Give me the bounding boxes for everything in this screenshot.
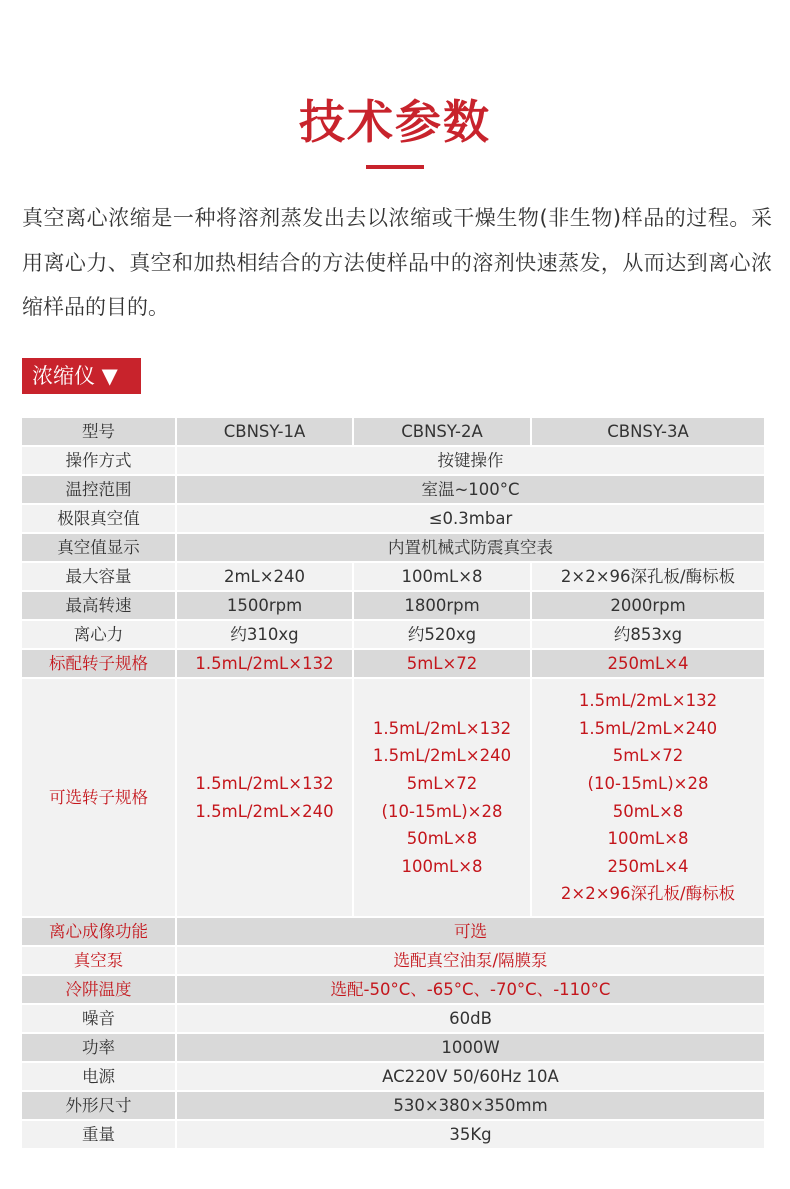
row-value: 1500rpm <box>177 592 352 619</box>
row-value: 5mL×72 <box>354 650 530 677</box>
table-row <box>22 476 764 503</box>
page-title: 技术参数 <box>299 95 491 149</box>
row-value: 60dB <box>177 1005 764 1032</box>
list-item: 1.5mL/2mL×132 <box>372 718 512 738</box>
list-item: 5mL×72 <box>406 773 478 793</box>
table-row <box>22 505 764 532</box>
row-value: 1.5mL/2mL×132 <box>177 650 352 677</box>
table-row <box>22 563 764 590</box>
row-value: 100mL×8 <box>354 563 530 590</box>
list-item: 50mL×8 <box>406 829 478 849</box>
row-value: 室温~100°C <box>177 476 764 503</box>
row-label: 可选转子规格 <box>22 679 175 916</box>
row-value: 按键操作 <box>177 447 764 474</box>
row-value-list <box>532 679 764 916</box>
list-item: 2×2×96深孔板/酶标板 <box>560 884 736 904</box>
section-tag-concentrator: 浓缩仪 ▼ <box>22 358 141 394</box>
row-value: 1800rpm <box>354 592 530 619</box>
row-label: 真空值显示 <box>22 534 175 561</box>
list-item: 1.5mL/2mL×240 <box>578 718 718 738</box>
model-3a: CBNSY-3A <box>532 418 764 445</box>
row-value: 35Kg <box>177 1121 764 1148</box>
row-label: 电源 <box>22 1063 175 1090</box>
row-value-list <box>354 679 530 916</box>
list-item: 100mL×8 <box>401 856 483 876</box>
table-row <box>22 592 764 619</box>
row-value: 约520xg <box>354 621 530 648</box>
table-header-row <box>22 418 764 445</box>
table-row <box>22 1121 764 1148</box>
list-item: 1.5mL/2mL×240 <box>195 801 334 821</box>
row-value: 选配-50°C、-65°C、-70°C、-110°C <box>177 976 764 1003</box>
row-value: 2000rpm <box>532 592 764 619</box>
row-label: 离心力 <box>22 621 175 648</box>
table-row <box>22 1034 764 1061</box>
row-value: 2×2×96深孔板/酶标板 <box>532 563 764 590</box>
header-label: 型号 <box>22 418 175 445</box>
row-label: 外形尺寸 <box>22 1092 175 1119</box>
title-underline-divider <box>366 165 424 169</box>
model-2a: CBNSY-2A <box>354 418 530 445</box>
table-row <box>22 1092 764 1119</box>
row-value: 250mL×4 <box>532 650 764 677</box>
table-row-highlight <box>22 650 764 677</box>
row-value: ≤0.3mbar <box>177 505 764 532</box>
list-item: 1.5mL/2mL×240 <box>372 746 512 766</box>
list-item: (10-15mL)×28 <box>587 773 709 793</box>
table-row-highlight <box>22 679 764 916</box>
spec-table <box>20 416 766 1150</box>
row-value-list <box>177 679 352 916</box>
table-row-highlight <box>22 947 764 974</box>
table-row-highlight <box>22 918 764 945</box>
table-row <box>22 621 764 648</box>
row-value: 2mL×240 <box>177 563 352 590</box>
table-row <box>22 1063 764 1090</box>
row-value: 1000W <box>177 1034 764 1061</box>
row-value: 可选 <box>177 918 764 945</box>
list-item: 5mL×72 <box>612 746 684 766</box>
intro-paragraph: 真空离心浓缩是一种将溶剂蒸发出去以浓缩或干燥生物(非生物)样品的过程。采用离心力、真空和加热相结合的方法使样品中的溶剂快速蒸发，从而达到离心浓缩样品的目的。 <box>22 206 772 319</box>
table-row <box>22 447 764 474</box>
row-value: 内置机械式防震真空表 <box>177 534 764 561</box>
row-label: 极限真空值 <box>22 505 175 532</box>
row-label: 离心成像功能 <box>22 918 175 945</box>
list-item: 100mL×8 <box>607 829 689 849</box>
row-label: 最大容量 <box>22 563 175 590</box>
row-label: 噪音 <box>22 1005 175 1032</box>
list-item: 50mL×8 <box>612 801 684 821</box>
list-item: 250mL×4 <box>607 856 689 876</box>
table-row <box>22 534 764 561</box>
list-item: 1.5mL/2mL×132 <box>578 691 718 711</box>
model-1a: CBNSY-1A <box>177 418 352 445</box>
row-value: 约310xg <box>177 621 352 648</box>
row-label: 操作方式 <box>22 447 175 474</box>
row-label: 功率 <box>22 1034 175 1061</box>
row-value: AC220V 50/60Hz 10A <box>177 1063 764 1090</box>
row-label: 最高转速 <box>22 592 175 619</box>
table-row-highlight <box>22 976 764 1003</box>
row-label: 重量 <box>22 1121 175 1148</box>
table-row <box>22 1005 764 1032</box>
row-value: 约853xg <box>532 621 764 648</box>
list-item: (10-15mL)×28 <box>381 801 503 821</box>
row-label: 标配转子规格 <box>22 650 175 677</box>
row-value: 选配真空油泵/隔膜泵 <box>177 947 764 974</box>
row-label: 冷阱温度 <box>22 976 175 1003</box>
list-item: 1.5mL/2mL×132 <box>195 773 334 793</box>
row-label: 温控范围 <box>22 476 175 503</box>
row-label: 真空泵 <box>22 947 175 974</box>
row-value: 530×380×350mm <box>177 1092 764 1119</box>
